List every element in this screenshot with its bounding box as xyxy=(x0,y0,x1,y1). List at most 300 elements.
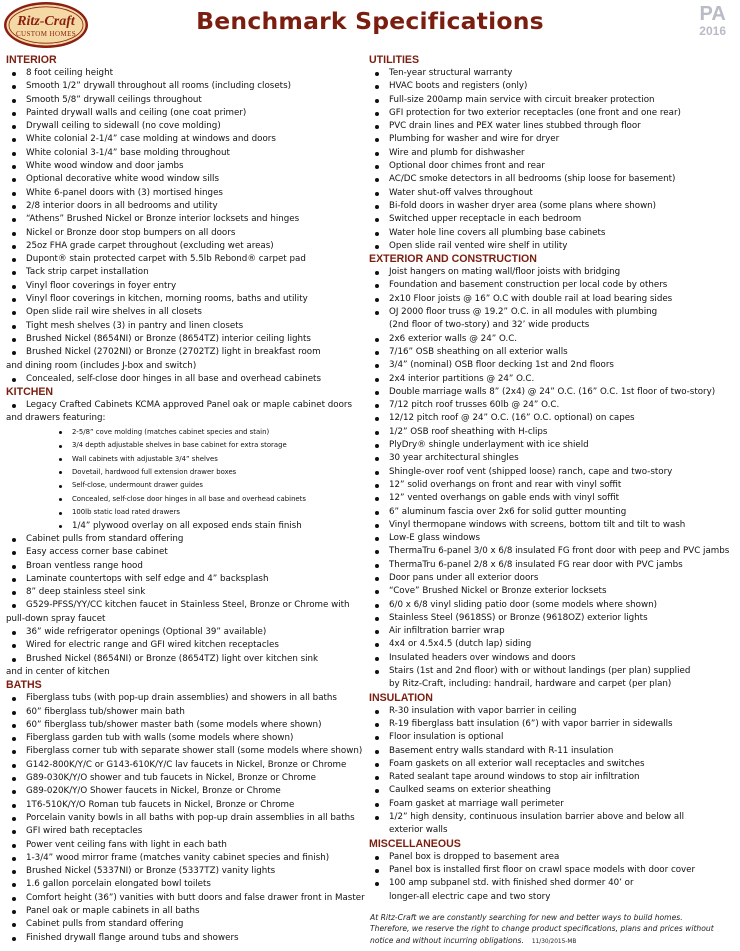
list-item xyxy=(369,452,735,465)
list-item-text: Panel oak or maple cabinets in all baths xyxy=(26,905,200,916)
sub-list-item-text: Concealed, self-close door hinges in all base and overhead cabinets xyxy=(72,494,306,503)
list-item-continuation: and dining room (includes J-box and switch) xyxy=(6,360,197,371)
sub-list-item xyxy=(6,493,364,506)
list-item xyxy=(369,665,735,692)
bullet-icon xyxy=(12,631,16,635)
list-item-text: Full-size 200amp main service with circuit breaker protection xyxy=(389,94,655,105)
bullet-icon xyxy=(375,590,379,594)
bullet-icon xyxy=(375,444,379,448)
bullet-icon xyxy=(375,630,379,634)
list-item xyxy=(6,719,364,732)
bullet-icon xyxy=(12,604,16,608)
list-item-text: Easy access corner base cabinet xyxy=(26,547,168,558)
list-item xyxy=(369,851,735,864)
bullet-icon xyxy=(12,724,16,728)
list-item-text: Joist hangers on mating wall/floor joists with bridging xyxy=(389,267,621,278)
list-item xyxy=(6,599,364,626)
sub-list-item-text: Self-close, undermount drawer guides xyxy=(72,481,203,490)
bullet-icon xyxy=(12,817,16,821)
list-item xyxy=(6,639,364,652)
kitchen-list-3 xyxy=(6,599,364,626)
list-item-text: GFI protection for two exterior receptacles (one front and one rear) xyxy=(389,107,681,118)
list-item-text: Stairs (1st and 2nd floor) with or without landings (per plan) supplied xyxy=(389,666,691,677)
list-item-text: Water hole line covers all plumbing base cabinets xyxy=(389,227,606,238)
list-item-text: Shingle-over roof vent (shipped loose) ranch, cape and two-story xyxy=(389,466,673,477)
list-item xyxy=(369,213,735,226)
insulation-list-last xyxy=(369,811,735,838)
list-item xyxy=(369,80,735,93)
list-item-text: 7/16” OSB sheathing on all exterior walls xyxy=(389,346,568,357)
bullet-icon xyxy=(375,205,379,209)
exterior-list-oj xyxy=(369,306,735,333)
bullet-icon xyxy=(375,882,379,886)
list-item xyxy=(369,492,735,505)
list-item xyxy=(6,293,364,306)
list-item xyxy=(369,466,735,479)
list-item-text: 12” solid overhangs on front and rear with vinyl soffit xyxy=(389,479,622,490)
list-item-text: Door pans under all exterior doors xyxy=(389,572,539,583)
bullet-icon xyxy=(12,711,16,715)
list-item-text: Wire and plumb for dishwasher xyxy=(389,147,525,158)
bullet-icon xyxy=(12,844,16,848)
list-item-text: Broan ventless range hood xyxy=(26,560,143,571)
bullet-icon xyxy=(12,112,16,116)
bullet-icon xyxy=(375,869,379,873)
list-item xyxy=(6,825,364,838)
list-item xyxy=(6,227,364,240)
list-item-text: 60” fiberglass tub/shower master bath (some models where shown) xyxy=(26,719,322,730)
sub-list-item xyxy=(6,453,364,466)
list-item-text: 12” vented overhangs on gable ends with vinyl soffit xyxy=(389,493,620,504)
bullet-icon xyxy=(375,165,379,169)
list-item xyxy=(6,706,364,719)
list-item-text: Tight mesh shelves (3) in pantry and linen closets xyxy=(26,320,244,331)
list-item-text: ThermaTru 6-panel 3/0 x 6/8 insulated FG front door with peep and PVC jambs xyxy=(389,546,730,557)
list-item-continuation: and drawers featuring: xyxy=(6,413,106,424)
interior-list-extra xyxy=(6,346,364,386)
list-item-text: 12/12 pitch roof @ 24” O.C. (16” O.C. optional) on capes xyxy=(389,413,635,424)
list-item xyxy=(369,293,735,306)
list-item xyxy=(6,905,364,918)
bullet-icon xyxy=(12,644,16,648)
sub-list-item-text: 1/4” plywood overlay on all exposed ends stain finish xyxy=(72,520,302,531)
list-item xyxy=(369,771,735,784)
list-item xyxy=(6,253,364,266)
list-item-text: Vinyl floor coverings in foyer entry xyxy=(26,280,177,291)
bullet-icon xyxy=(12,937,16,941)
bullet-icon xyxy=(12,232,16,236)
list-item xyxy=(6,187,364,200)
exterior-list-2 xyxy=(369,333,735,665)
bullet-icon xyxy=(375,378,379,382)
interior-list xyxy=(6,67,364,346)
bullet-icon xyxy=(12,830,16,834)
list-item xyxy=(369,479,735,492)
list-item xyxy=(369,705,735,718)
bullet-icon xyxy=(375,311,379,315)
bullet-icon xyxy=(12,165,16,169)
list-item xyxy=(369,638,735,651)
list-item-text: 2x4 interior partitions @ 24” O.C. xyxy=(389,373,535,384)
bullet-icon xyxy=(375,763,379,767)
bullet-icon xyxy=(375,284,379,288)
bullet-icon xyxy=(59,471,62,474)
bullet-icon xyxy=(12,178,16,182)
bullet-icon xyxy=(12,565,16,569)
list-item-text: 3/4” (nominal) OSB floor decking 1st and 2nd floors xyxy=(389,360,614,371)
bullet-icon xyxy=(12,218,16,222)
bullet-icon xyxy=(375,85,379,89)
list-item xyxy=(369,731,735,744)
list-item-text: Tack strip carpet installation xyxy=(26,267,149,278)
list-item-text: Brushed Nickel (8654NI) or Bronze (8654TZ) interior ceiling lights xyxy=(26,333,311,344)
list-item xyxy=(369,426,735,439)
list-item xyxy=(369,652,735,665)
list-item-text: Bi-fold doors in washer dryer area (some plans where shown) xyxy=(389,200,657,211)
disclaimer-text: notice and without incurring obligations. xyxy=(370,935,524,945)
list-item xyxy=(369,386,735,399)
section-heading-exterior: EXTERIOR AND CONSTRUCTION xyxy=(369,253,537,266)
list-item-text: Optional door chimes front and rear xyxy=(389,161,545,172)
bullet-icon xyxy=(375,723,379,727)
bullet-icon xyxy=(12,578,16,582)
list-item xyxy=(6,772,364,785)
list-item-text: Floor insulation is optional xyxy=(389,732,504,743)
bullet-icon xyxy=(375,72,379,76)
list-item xyxy=(369,240,735,253)
section-heading-miscellaneous: MISCELLANEOUS xyxy=(369,837,461,850)
list-item-continuation: and in center of kitchen xyxy=(6,666,110,677)
sub-list-item xyxy=(6,520,364,533)
list-item-text: Open slide rail wire shelves in all closets xyxy=(26,307,202,318)
bullet-icon xyxy=(375,112,379,116)
bullet-icon xyxy=(12,125,16,129)
list-item xyxy=(6,653,364,680)
list-item-text: 2x6 exterior walls @ 24” O.C. xyxy=(389,333,518,344)
list-item xyxy=(6,94,364,107)
list-item xyxy=(6,147,364,160)
bullet-icon xyxy=(375,856,379,860)
list-item-text: Vinyl thermopane windows with screens, bottom tilt and tilt to wash xyxy=(389,519,686,530)
bullet-icon xyxy=(12,804,16,808)
state-year-badge xyxy=(699,4,726,37)
bullet-icon xyxy=(12,205,16,209)
list-item xyxy=(6,240,364,253)
bullet-icon xyxy=(59,431,62,434)
bullet-icon xyxy=(12,351,16,355)
bullet-icon xyxy=(375,457,379,461)
misc-list xyxy=(369,851,735,878)
misc-list-last xyxy=(369,877,735,904)
list-item xyxy=(6,306,364,319)
sub-list-item xyxy=(6,506,364,519)
list-item xyxy=(369,94,735,107)
bullet-icon xyxy=(12,285,16,289)
sub-list-item-text: 2-5/8” cove molding (matches cabinet species and stain) xyxy=(72,427,270,436)
bullet-icon xyxy=(375,125,379,129)
document-code: 11/30/2015-MB xyxy=(531,938,577,945)
list-item xyxy=(6,200,364,213)
list-item-text: G89-020K/Y/O Shower faucets in Nickel, Bronze or Chrome xyxy=(26,786,281,797)
sub-list-item xyxy=(6,466,364,479)
bullet-icon xyxy=(12,750,16,754)
list-item-text: Brushed Nickel (5337NI) or Bronze (5337TZ) vanity lights xyxy=(26,866,276,877)
utilities-list xyxy=(369,67,735,253)
bullet-icon xyxy=(375,816,379,820)
list-item-text: Smooth 1/2” drywall throughout all rooms (including closets) xyxy=(26,81,291,92)
section-heading-insulation: INSULATION xyxy=(369,691,433,704)
list-item-text: White wood window and door jambs xyxy=(26,161,184,172)
list-item xyxy=(6,852,364,865)
insulation-list xyxy=(369,705,735,811)
kitchen-list-5 xyxy=(6,653,364,680)
bullet-icon xyxy=(375,471,379,475)
section-heading-baths: BATHS xyxy=(6,679,42,692)
list-item-text: Concealed, self-close door hinges in all base and overhead cabinets xyxy=(26,373,321,384)
bullet-icon xyxy=(375,152,379,156)
list-item-text: Insulated headers over windows and doors xyxy=(389,652,576,663)
list-item xyxy=(369,439,735,452)
sub-list-item-text: Wall cabinets with adjustable 3/4” shelves xyxy=(72,454,218,463)
list-item xyxy=(6,107,364,120)
list-item xyxy=(369,519,735,532)
exterior-list xyxy=(369,266,735,306)
list-item-text: Rated sealant tape around windows to stop air infiltration xyxy=(389,772,640,783)
list-item-text: R-30 insulation with vapor barrier in ceiling xyxy=(389,705,577,716)
list-item-text: 7/12 pitch roof trusses 60lb @ 24” O.C. xyxy=(389,400,560,411)
bullet-icon xyxy=(375,245,379,249)
list-item-text: Wired for electric range and GFI wired kitchen receptacles xyxy=(26,640,279,651)
bullet-icon xyxy=(375,550,379,554)
list-item-text: 6/0 x 6/8 vinyl sliding patio door (some models where shown) xyxy=(389,599,657,610)
list-item xyxy=(6,160,364,173)
bullet-icon xyxy=(375,404,379,408)
list-item-text: 4x4 or 4.5x4.5 (dutch lap) siding xyxy=(389,639,532,650)
list-item xyxy=(369,758,735,771)
list-item-text: 1/2” OSB roof sheathing with H-clips xyxy=(389,426,548,437)
list-item-text: 2/8 interior doors in all bedrooms and utility xyxy=(26,200,218,211)
cabinet-features-list xyxy=(6,426,364,520)
state-label: PA xyxy=(699,3,726,25)
bullet-icon xyxy=(375,351,379,355)
list-item-text: 1/2” high density, continuous insulation barrier above and below all xyxy=(389,812,684,823)
list-item xyxy=(369,877,735,904)
list-item-text: HVAC boots and registers (only) xyxy=(389,81,528,92)
bullet-icon xyxy=(375,617,379,621)
sub-list-item-text: 3/4 depth adjustable shelves in base cabinet for extra storage xyxy=(72,441,287,450)
list-item xyxy=(369,333,735,346)
bullet-icon xyxy=(12,85,16,89)
list-item xyxy=(6,799,364,812)
bullet-icon xyxy=(12,658,16,662)
kitchen-list-2 xyxy=(6,533,364,599)
bullet-icon xyxy=(375,417,379,421)
list-item-text: Panel box is installed first floor on crawl space models with door cover xyxy=(389,864,696,875)
bullet-icon xyxy=(375,604,379,608)
bullet-icon xyxy=(12,538,16,542)
bullet-icon xyxy=(12,72,16,76)
bullet-icon xyxy=(375,391,379,395)
bullet-icon xyxy=(375,670,379,674)
list-item xyxy=(369,306,735,333)
list-item xyxy=(6,280,364,293)
list-item-text: Fiberglass corner tub with separate shower stall (some models where shown) xyxy=(26,746,363,757)
list-item xyxy=(6,932,364,945)
list-item xyxy=(6,573,364,586)
list-item xyxy=(369,147,735,160)
bullet-icon xyxy=(375,218,379,222)
list-item-text: Comfort height (36”) vanities with butt doors and false drawer front in Master xyxy=(26,892,365,903)
bullet-icon xyxy=(12,790,16,794)
list-item xyxy=(6,892,364,905)
list-item-text: 1T6-510K/Y/O Roman tub faucets in Nickel, Bronze or Chrome xyxy=(26,799,295,810)
bullet-icon xyxy=(12,551,16,555)
list-item-text: Brushed Nickel (2702NI) or Bronze (2702TZ) light in breakfast room xyxy=(26,347,321,358)
logo-tagline: CUSTOM HOMES xyxy=(15,30,77,38)
bullet-icon xyxy=(12,764,16,768)
list-item xyxy=(6,320,364,333)
list-item-text: Painted drywall walls and ceiling (one coat primer) xyxy=(26,107,247,118)
list-item-text: Low-E glass windows xyxy=(389,533,481,544)
list-item-text: 6” aluminum fascia over 2x6 for solid gutter mounting xyxy=(389,506,627,517)
list-item xyxy=(369,506,735,519)
disclaimer-line: At Ritz-Craft we are constantly searching for new and better ways to build homes. xyxy=(370,912,683,922)
list-item-text: Basement entry walls standard with R-11 insulation xyxy=(389,745,614,756)
bullet-icon xyxy=(375,271,379,275)
list-item xyxy=(369,200,735,213)
list-item-text: Air infiltration barrier wrap xyxy=(389,626,505,637)
list-item xyxy=(6,213,364,226)
kitchen-list-4 xyxy=(6,626,364,653)
list-item xyxy=(6,878,364,891)
list-item-text: “Athens” Brushed Nickel or Bronze interior locksets and hinges xyxy=(26,214,300,225)
list-item xyxy=(369,133,735,146)
list-item xyxy=(6,785,364,798)
list-item-continuation: (2nd floor of two-story) and 32’ wide products xyxy=(389,320,590,331)
list-item xyxy=(369,532,735,545)
bullet-icon xyxy=(12,737,16,741)
logo-wordmark: Ritz-Craft xyxy=(17,14,75,29)
list-item-text: Cabinet pulls from standard offering xyxy=(26,919,184,930)
list-item-text: 60” fiberglass tub/shower main bath xyxy=(26,706,185,717)
bullet-icon xyxy=(59,512,62,515)
list-item xyxy=(6,546,364,559)
list-item xyxy=(369,107,735,120)
list-item xyxy=(369,585,735,598)
bullet-icon xyxy=(12,883,16,887)
left-column xyxy=(6,54,364,945)
list-item-text: “Cove” Brushed Nickel or Bronze exterior locksets xyxy=(389,586,607,597)
list-item-text: G89-030K/Y/O shower and tub faucets in Nickel, Bronze or Chrome xyxy=(26,773,317,784)
sub-list-item xyxy=(6,426,364,439)
bullet-icon xyxy=(375,364,379,368)
list-item-text: White colonial 3-1/4” base molding throughout xyxy=(26,147,230,158)
bullet-icon xyxy=(12,923,16,927)
list-item-text: Finished drywall flange around tubs and showers xyxy=(26,932,239,943)
sub-list-item xyxy=(6,479,364,492)
bullet-icon xyxy=(59,485,62,488)
list-item xyxy=(369,718,735,731)
list-item-text: GFI wired bath receptacles xyxy=(26,826,143,837)
kitchen-list xyxy=(6,399,364,426)
list-item xyxy=(6,759,364,772)
bullet-icon xyxy=(12,138,16,142)
list-item xyxy=(6,346,364,373)
list-item xyxy=(6,80,364,93)
list-item xyxy=(369,745,735,758)
bullet-icon xyxy=(12,99,16,103)
bullet-icon xyxy=(12,910,16,914)
list-item xyxy=(6,373,364,386)
list-item xyxy=(369,67,735,80)
list-item xyxy=(369,612,735,625)
list-item-text: Laminate countertops with self edge and 4” backsplash xyxy=(26,573,269,584)
bullet-icon xyxy=(12,777,16,781)
list-item xyxy=(369,359,735,372)
sub-list-item xyxy=(6,439,364,452)
list-item xyxy=(369,399,735,412)
list-item-text: White colonial 2-1/4” case molding at windows and doors xyxy=(26,134,276,145)
list-item-text: AC/DC smoke detectors in all bedrooms (ship loose for basement) xyxy=(389,174,676,185)
list-item-text: Switched upper receptacle in each bedroom xyxy=(389,214,582,225)
disclaimer-line xyxy=(370,935,735,949)
sub-list-item-text: Dovetail, hardwood full extension drawer boxes xyxy=(72,467,237,476)
bullet-icon xyxy=(12,298,16,302)
list-item xyxy=(369,864,735,877)
list-item xyxy=(369,599,735,612)
list-item-text: 8” deep stainless steel sink xyxy=(26,587,146,598)
bullet-icon xyxy=(375,789,379,793)
list-item-text: 25oz FHA grade carpet throughout (excluding wet areas) xyxy=(26,240,274,251)
list-item-text: Dupont® stain protected carpet with 5.5lb Rebond® carpet pad xyxy=(26,254,306,265)
bullet-icon xyxy=(59,525,62,528)
bullet-icon xyxy=(12,404,16,408)
list-item-text: 2x10 Floor joists @ 16” O.C with double rail at load bearing sides xyxy=(389,293,673,304)
list-item xyxy=(6,67,364,80)
exterior-list-stairs xyxy=(369,665,735,692)
bullet-icon xyxy=(375,232,379,236)
list-item-text: OJ 2000 floor truss @ 19.2” O.C. in all modules with plumbing xyxy=(389,307,658,318)
list-item-text: Panel box is dropped to basement area xyxy=(389,851,560,862)
bullet-icon xyxy=(375,750,379,754)
bullet-icon xyxy=(12,271,16,275)
bullet-icon xyxy=(12,325,16,329)
list-item xyxy=(369,412,735,425)
bullet-icon xyxy=(12,311,16,315)
bullet-icon xyxy=(12,245,16,249)
list-item-text: G529-PFSS/YY/CC kitchen faucet in Stainless Steel, Bronze or Chrome with xyxy=(26,600,350,611)
bullet-icon xyxy=(12,338,16,342)
page-title: Benchmark Specifications xyxy=(196,7,544,35)
list-item-continuation: pull-down spray faucet xyxy=(6,613,106,624)
bullet-icon xyxy=(12,857,16,861)
bullet-icon xyxy=(375,643,379,647)
list-item-text: Fiberglass garden tub with walls (some models where shown) xyxy=(26,733,294,744)
list-item xyxy=(6,732,364,745)
list-item xyxy=(369,187,735,200)
list-item xyxy=(369,173,735,186)
sub-list-item-text: 100lb static load rated drawers xyxy=(72,508,180,517)
bullet-icon xyxy=(375,138,379,142)
bullet-icon xyxy=(375,710,379,714)
right-column xyxy=(369,54,735,948)
bullet-icon xyxy=(375,497,379,501)
bullet-icon xyxy=(12,258,16,262)
list-item-text: 100 amp subpanel std. with finished shed dormer 40’ or xyxy=(389,878,634,889)
list-item xyxy=(6,133,364,146)
bullet-icon xyxy=(375,657,379,661)
bullet-icon xyxy=(375,431,379,435)
